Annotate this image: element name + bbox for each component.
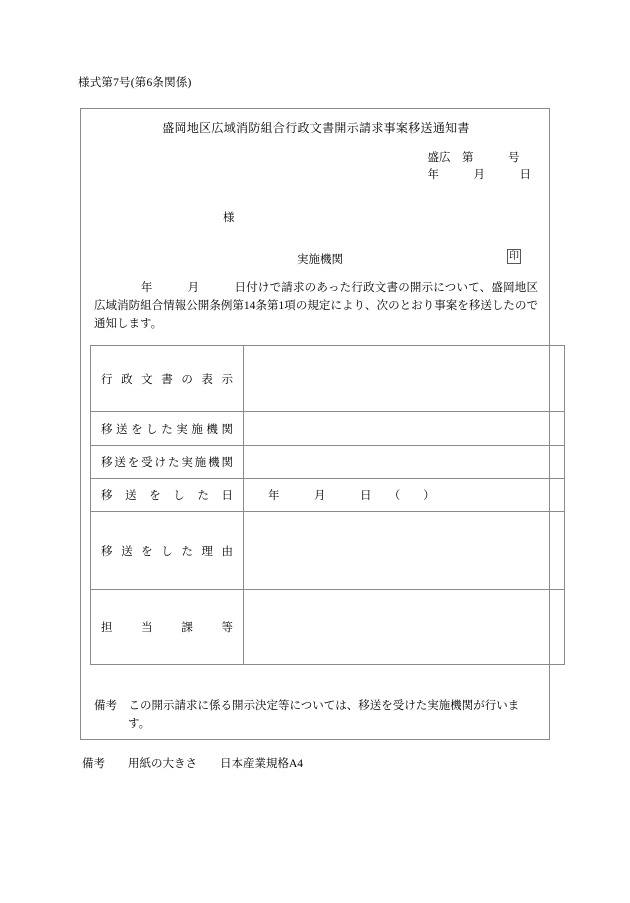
- table-row: [91, 346, 565, 412]
- addressee-line: 様: [223, 212, 235, 224]
- row-label-responsible-division: 担当課等: [91, 590, 244, 665]
- row-label-transfer-reason: 移送をした理由: [91, 512, 244, 590]
- row-label-transfer-date: 移送をした日: [91, 479, 244, 512]
- body-paragraph: [94, 279, 538, 333]
- seal-stamp-icon: 印: [509, 251, 519, 262]
- body-date-prefix: 年 月 日: [94, 282, 247, 294]
- form-frame: [80, 108, 550, 740]
- row-value-transfer-reason[interactable]: [244, 512, 565, 590]
- frame-remarks-text: この開示請求に係る開示決定等については、移送を受けた実施機関が行います。: [128, 700, 520, 730]
- table-row: [91, 590, 565, 665]
- footer-remarks: 備考 用紙の大きさ 日本産業規格A4: [82, 758, 304, 770]
- form-number-label: 様式第7号(第6条関係): [78, 77, 192, 89]
- document-number-line: 盛広 第 号: [427, 152, 520, 164]
- row-value-receiving-agency[interactable]: [244, 446, 565, 479]
- document-title: 盛岡地区広域消防組合行政文書開示請求事案移送通知書: [162, 121, 470, 135]
- transfer-details-table: [90, 345, 565, 665]
- table-row: [91, 446, 565, 479]
- row-label-document-description: 行政文書の表示: [91, 346, 244, 412]
- row-value-transfer-date[interactable]: 年 月 日 （ ）: [244, 479, 565, 512]
- table-row: [91, 479, 565, 512]
- row-label-receiving-agency: 移送を受けた実施機関: [91, 446, 244, 479]
- issuing-agency-label: 実施機関: [297, 254, 343, 266]
- row-label-transferring-agency: 移送をした実施機関: [91, 412, 244, 446]
- row-value-responsible-division[interactable]: [244, 590, 565, 665]
- document-number-block: [428, 150, 532, 184]
- document-date-line: 年 月 日: [427, 169, 531, 181]
- frame-remarks-label: 備考: [94, 700, 117, 712]
- table-row: [91, 512, 565, 590]
- row-value-document-description[interactable]: [244, 346, 565, 412]
- row-value-transferring-agency[interactable]: [244, 412, 565, 446]
- table-row: [91, 412, 565, 446]
- frame-remarks: [94, 697, 538, 733]
- body-main-text: 付けで請求のあった行政文書の開示について、盛岡地区広域消防組合情報公開条例第14条第1項の規定により、次のとおり事案を移送したので通知します。: [94, 282, 538, 330]
